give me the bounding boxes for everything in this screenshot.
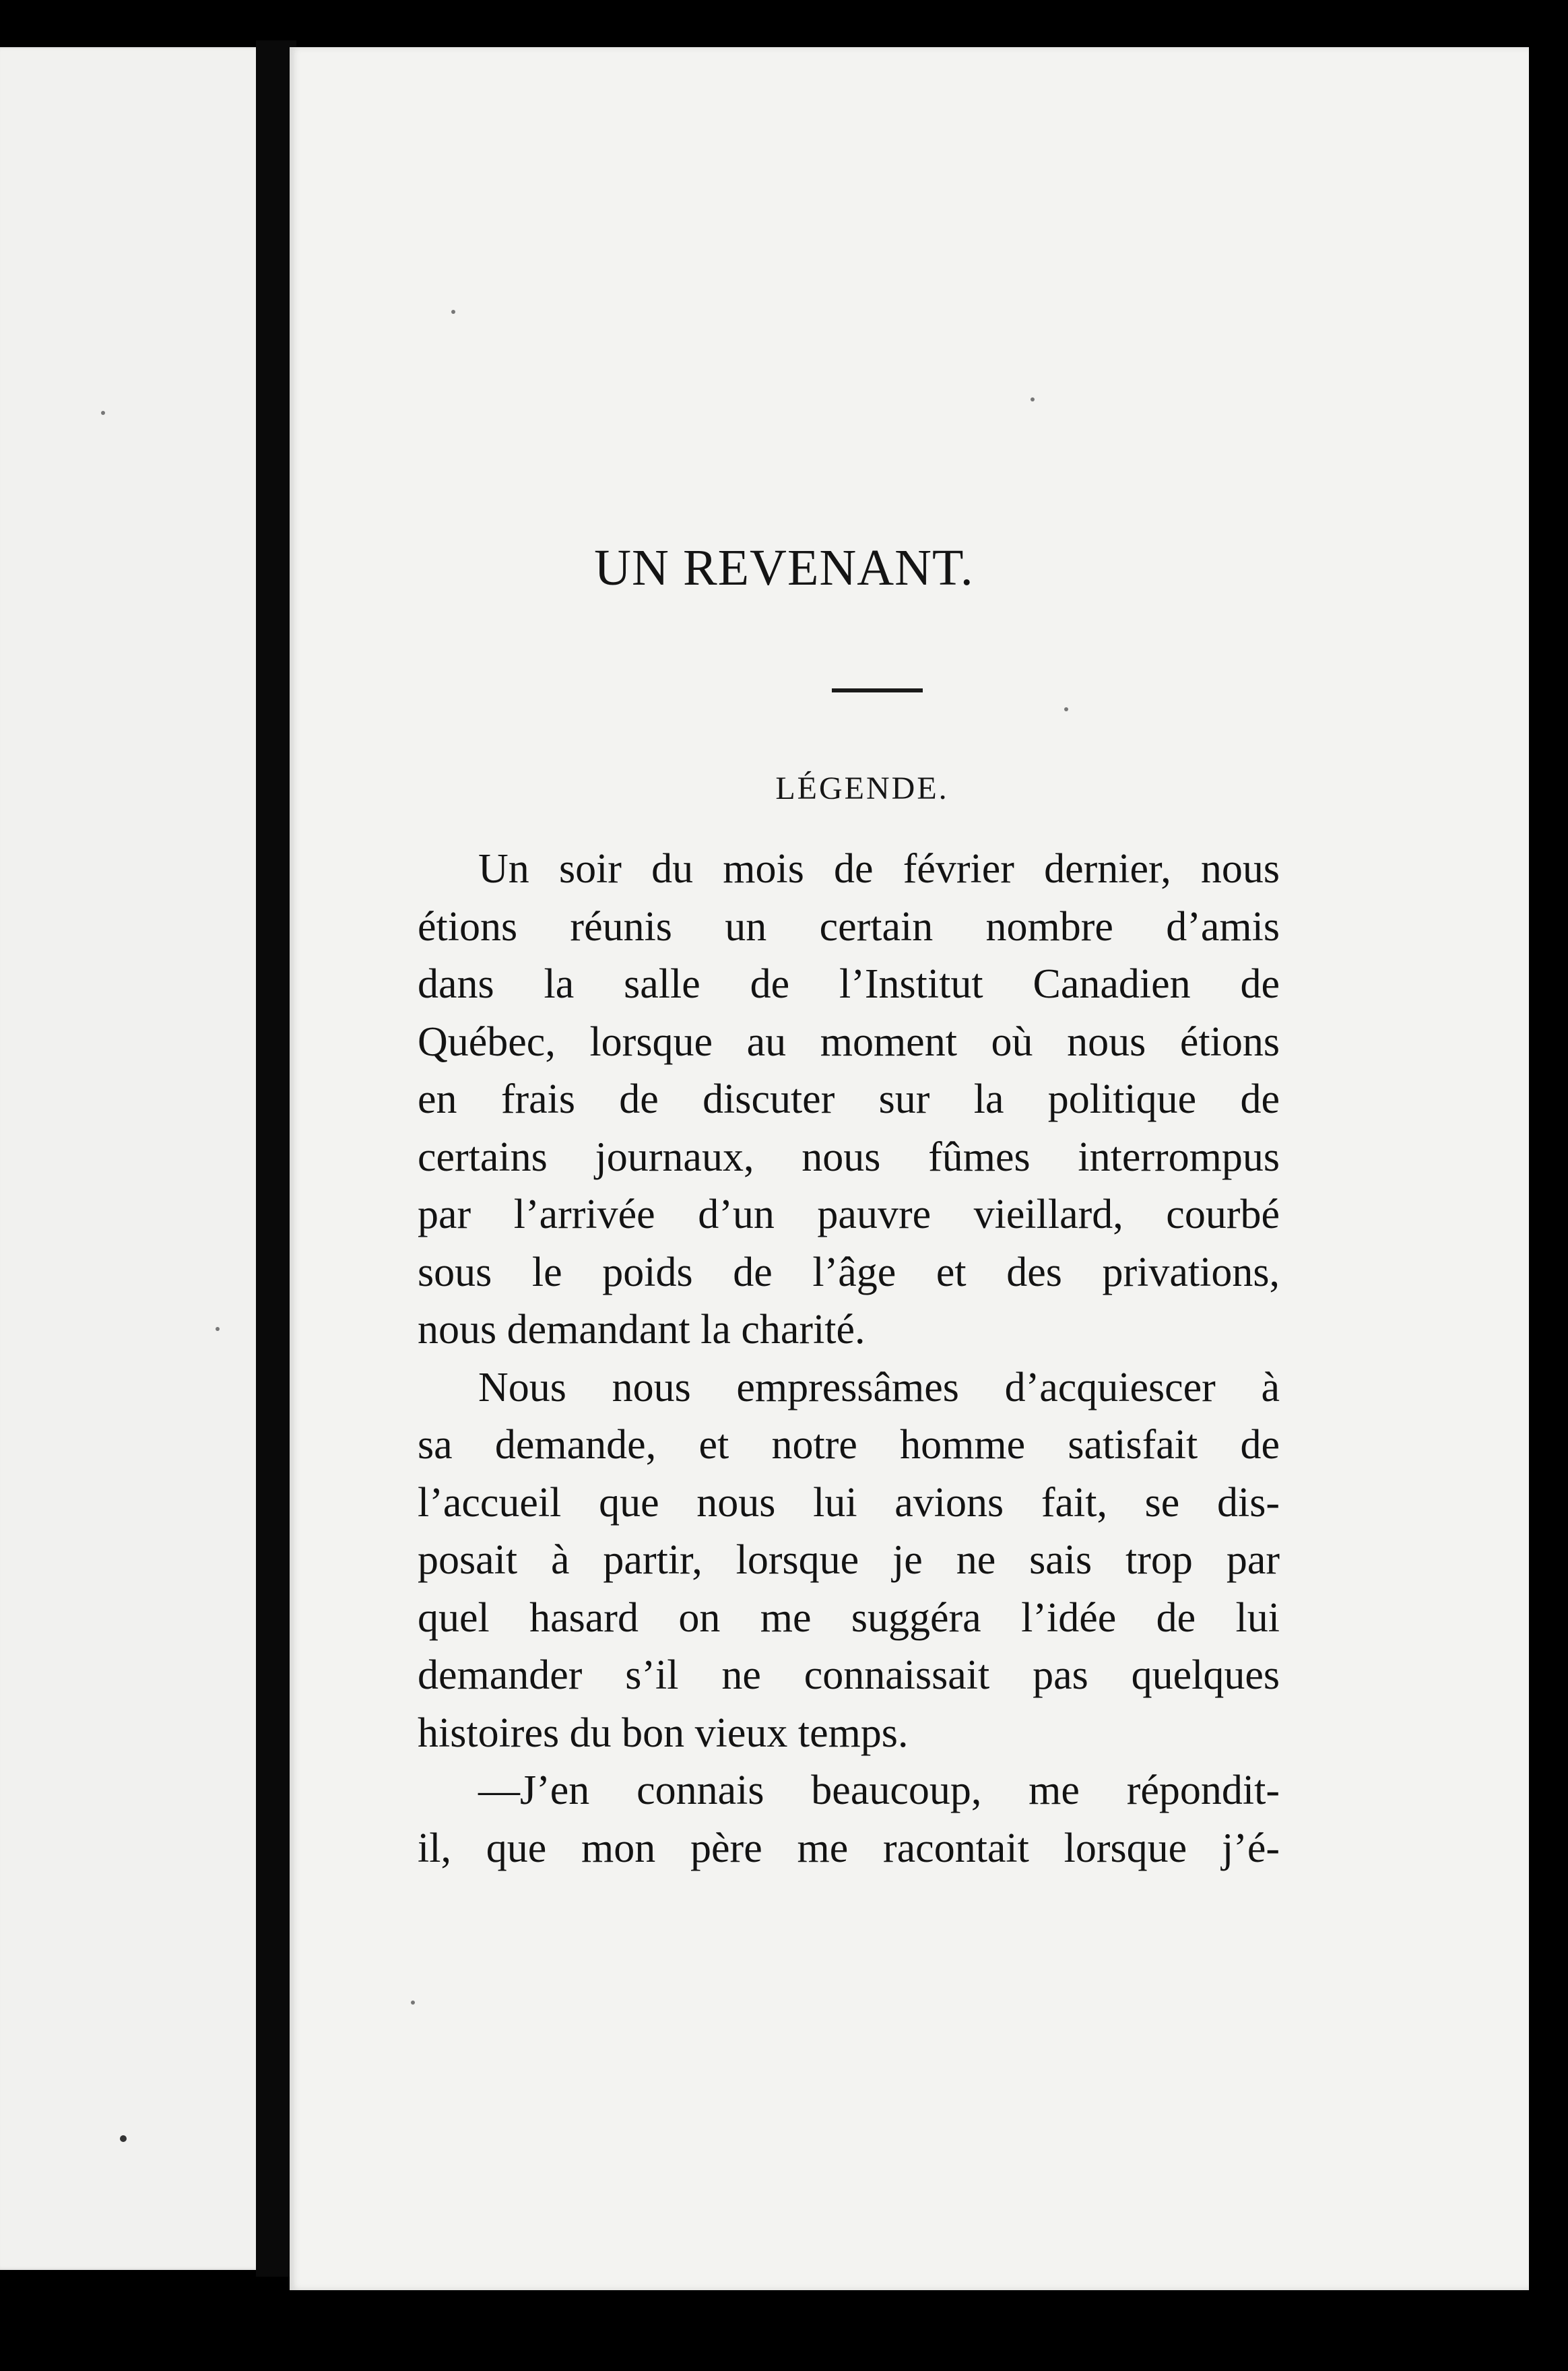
text-line: étions réunis un certain nombre d’amis (418, 903, 1280, 950)
text-line: sa demande, et notre homme satisfait de (418, 1422, 1280, 1468)
text-line: dans la salle de l’Institut Canadien de (418, 961, 1280, 1007)
page-title: UN REVENANT. (594, 540, 974, 596)
text-line: il, que mon père me racontait lorsque j’é- (418, 1825, 1280, 1871)
text-line: Nous nous empressâmes d’acquiescer à (478, 1364, 1280, 1410)
page-subtitle: LÉGENDE. (775, 771, 949, 806)
text-line: certains journaux, nous fûmes interrompus (418, 1134, 1280, 1180)
speck (1064, 707, 1068, 711)
text-line: —J’en connais beaucoup, me répondit- (478, 1767, 1280, 1813)
body-text (418, 841, 1280, 1877)
text-line: quel hasard on me suggéra l’idée de lui (418, 1594, 1280, 1641)
speck (216, 1327, 220, 1331)
speck (1031, 397, 1035, 401)
text-line: demander s’il ne connaissait pas quelques (418, 1652, 1280, 1698)
speck (451, 310, 455, 314)
text-line: en frais de discuter sur la politique de (418, 1076, 1280, 1122)
text-line: nous demandant la charité. (418, 1307, 865, 1353)
text-line: Un soir du mois de février dernier, nous (478, 846, 1280, 892)
text-line: posait à partir, lorsque je ne sais trop par (418, 1537, 1280, 1583)
speck (101, 411, 105, 415)
speck (411, 2001, 415, 2005)
text-line: sous le poids de l’âge et des privations, (418, 1249, 1280, 1295)
left-page (0, 47, 282, 2270)
text-line: par l’arrivée d’un pauvre vieillard, courbé (418, 1192, 1280, 1237)
text-line: l’accueil que nous lui avions fait, se dis- (418, 1479, 1280, 1526)
title-rule (832, 688, 923, 692)
speck (120, 2135, 127, 2142)
text-line: Québec, lorsque au moment où nous étions (418, 1018, 1280, 1065)
text-line: histoires du bon vieux temps. (418, 1710, 909, 1756)
